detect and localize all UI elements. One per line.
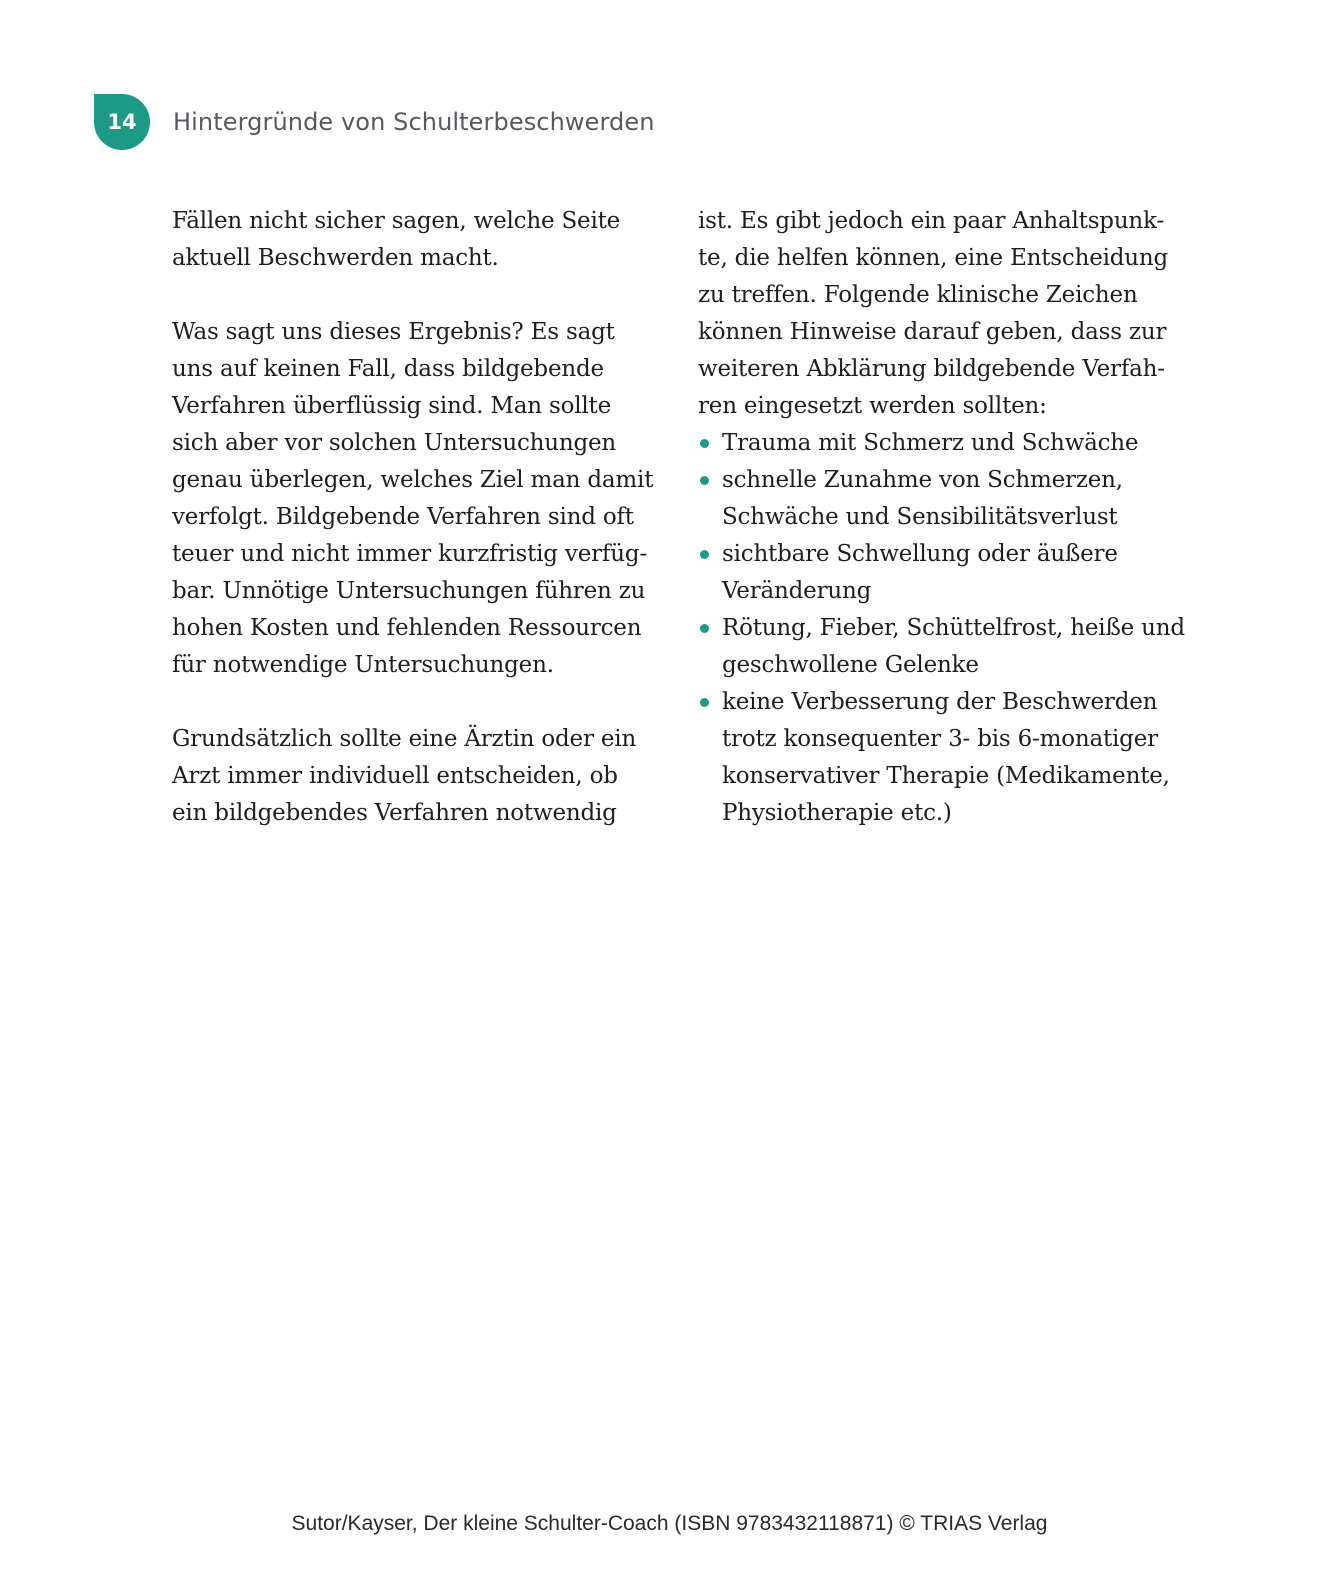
paragraph <box>698 203 1188 425</box>
text-line: Rötung, Fieber, Schüttelfrost, heiße und <box>722 615 1185 641</box>
text-line: ren eingesetzt werden sollten: <box>698 393 1047 419</box>
text-line: geschwollene Gelenke <box>722 652 979 678</box>
text-line: sich aber vor solchen Untersuchungen <box>172 430 617 456</box>
list-item <box>698 462 1188 536</box>
text-line: teuer und nicht immer kurzfristig verfüg- <box>172 541 647 567</box>
list-item <box>698 536 1188 610</box>
paragraph <box>172 314 662 684</box>
text-line: te, die helfen können, eine Entscheidung <box>698 245 1169 271</box>
text-line: hohen Kosten und fehlenden Ressourcen <box>172 615 642 641</box>
paragraph <box>172 203 662 277</box>
page-number: 14 <box>107 110 137 134</box>
text-line: ein bildgebendes Verfahren notwendig <box>172 800 617 826</box>
text-line: konservativer Therapie (Medikamente, <box>722 763 1170 789</box>
text-line: Veränderung <box>722 578 872 604</box>
text-line: sichtbare Schwellung oder äußere <box>722 541 1118 567</box>
text-line: Arzt immer individuell entscheiden, ob <box>172 763 618 789</box>
text-line: uns auf keinen Fall, dass bildgebende <box>172 356 604 382</box>
clinical-signs-list <box>698 425 1188 832</box>
bullet-icon <box>700 698 709 707</box>
footer-citation: Sutor/Kayser, Der kleine Schulter-Coach (ISBN 9783432118871) © TRIAS Verlag <box>291 1512 1048 1535</box>
text-line: können Hinweise darauf geben, dass zur <box>698 319 1167 345</box>
text-line: verfolgt. Bildgebende Verfahren sind oft <box>172 504 634 530</box>
text-line: ist. Es gibt jedoch ein paar Anhaltspunk- <box>698 208 1164 234</box>
text-line: weiteren Abklärung bildgebende Verfah- <box>698 356 1165 382</box>
bullet-icon <box>700 624 709 633</box>
list-item <box>698 610 1188 684</box>
right-column <box>698 203 1188 832</box>
text-line: Physiotherapie etc.) <box>722 800 952 826</box>
text-line: Grundsätzlich sollte eine Ärztin oder ein <box>172 726 637 752</box>
text-line: aktuell Beschwerden macht. <box>172 245 499 271</box>
text-line: Fällen nicht sicher sagen, welche Seite <box>172 208 621 234</box>
left-column <box>172 203 662 832</box>
text-line: bar. Unnötige Untersuchungen führen zu <box>172 578 646 604</box>
text-line: keine Verbesserung der Beschwerden <box>722 689 1158 715</box>
text-line: Verfahren überflüssig sind. Man sollte <box>172 393 612 419</box>
text-line: Trauma mit Schmerz und Schwäche <box>722 430 1139 456</box>
text-line: Was sagt uns dieses Ergebnis? Es sagt <box>172 319 615 345</box>
paragraph <box>172 721 662 832</box>
list-item <box>698 425 1188 462</box>
list-item <box>698 684 1188 832</box>
text-line: zu treffen. Folgende klinische Zeichen <box>698 282 1138 308</box>
text-line: genau überlegen, welches Ziel man damit <box>172 467 654 493</box>
running-title: Hintergründe von Schulterbeschwerden <box>173 108 655 136</box>
text-line: schnelle Zunahme von Schmerzen, <box>722 467 1123 493</box>
text-line: Schwäche und Sensibilitätsverlust <box>722 504 1118 530</box>
text-line: für notwendige Untersuchungen. <box>172 652 554 678</box>
text-line: trotz konsequenter 3- bis 6-monatiger <box>722 726 1158 752</box>
page-number-badge <box>94 94 150 150</box>
bullet-icon <box>700 439 709 448</box>
bullet-icon <box>700 550 709 559</box>
bullet-icon <box>700 476 709 485</box>
